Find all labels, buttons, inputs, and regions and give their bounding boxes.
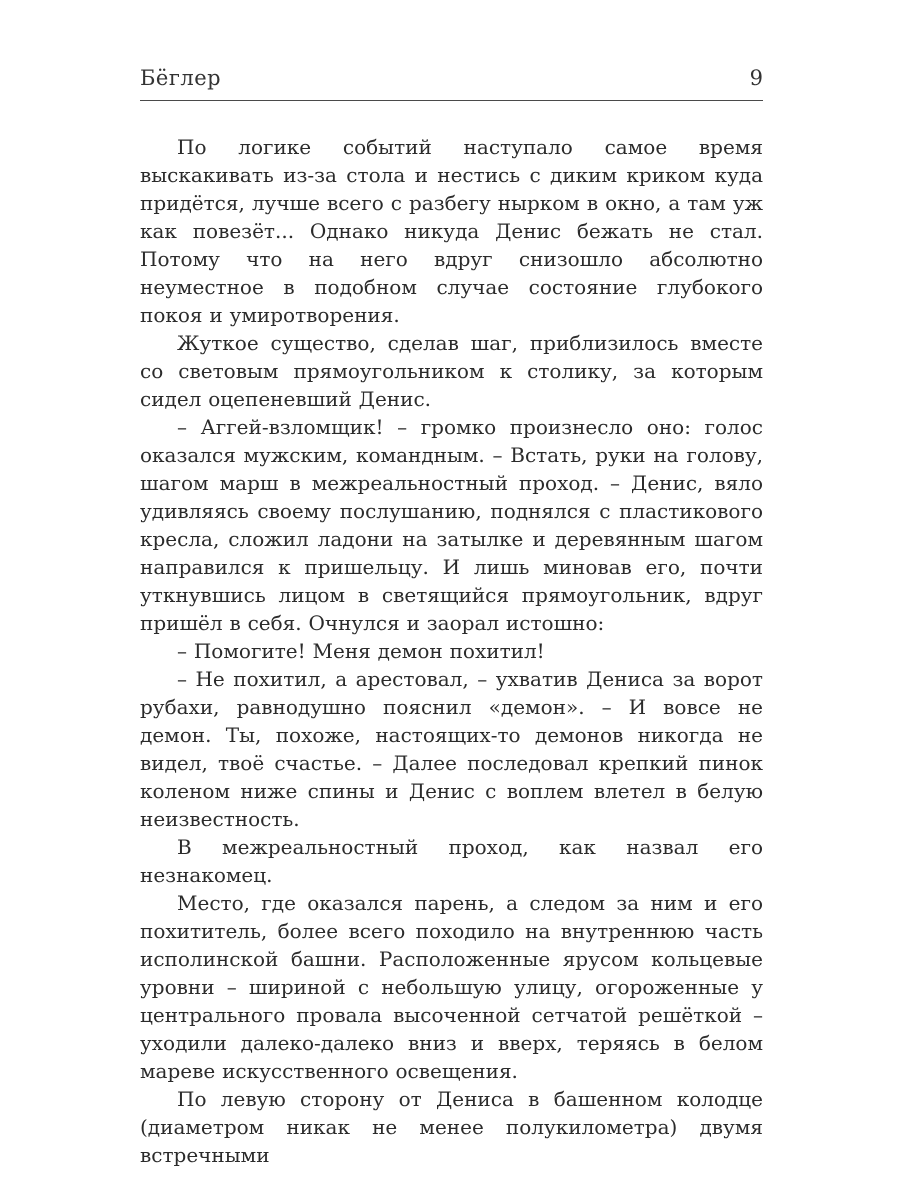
paragraph: По логике событий наступало самое время выскакивать из-за стола и нестись с диким криком куда придётся, лучше всего с разбегу нырком в окно, а там уж как повезёт... Однако никуда Денис бежать не стал. Потому что на него вдруг снизошло абсолютно неуместное в подобном случае состояние глубокого покоя и умиротворения. <box>140 135 763 327</box>
paragraph: Место, где оказался парень, а следом за ним и его похититель, более всего походило на внутреннюю часть исполинской башни. Расположенные ярусом кольцевые уровни – шириной с небольшую улицу, огороженные у центрального провала высоченной сетчатой решёткой – уходили далеко-далеко вниз и вверх, теряясь в белом мареве искусственного освещения. <box>140 891 763 1083</box>
book-title: Бёглер <box>140 66 222 90</box>
paragraph: По левую сторону от Дениса в башенном колодце (диаметром никак не менее полукилометра) двумя встречными <box>140 1087 763 1167</box>
running-header <box>140 66 763 90</box>
header-divider <box>140 100 763 101</box>
page-number: 9 <box>749 66 763 90</box>
paragraph: – Помогите! Меня демон похитил! <box>177 639 545 663</box>
paragraph: Жуткое существо, сделав шаг, приблизилось вместе со световым прямоугольником к столику, за которым сидел оцепеневший Денис. <box>140 331 763 411</box>
paragraph: – Не похитил, а арестовал, – ухватив Дениса за ворот рубахи, равнодушно пояснил «демон». – И вовсе не демон. Ты, похоже, настоящих-то демонов никогда не видел, твоё счастье. – Далее последовал крепкий пинок коленом ниже спины и Денис с воплем влетел в белую неизвестность. <box>140 667 763 831</box>
text-body <box>140 133 763 1169</box>
paragraph: В межреальностный проход, как назвал его незнакомец. <box>140 835 763 887</box>
paragraph: – Аггей-взломщик! – громко произнесло оно: голос оказался мужским, командным. – Встать, руки на голову, шагом марш в межреальностный проход. – Денис, вяло удивляясь своему послушанию, поднялся с пластикового кресла, сложил ладони на затылке и деревянным шагом направился к пришельцу. И лишь миновав его, почти уткнувшись лицом в светящийся прямоугольник, вдруг пришёл в себя. Очнулся и заорал истошно: <box>140 415 763 635</box>
